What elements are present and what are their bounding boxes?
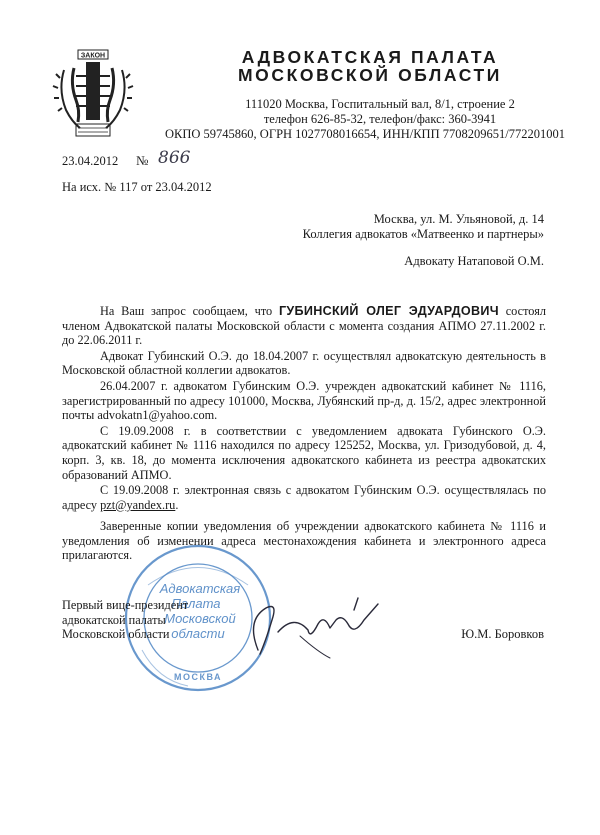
- org-name-line2: МОСКОВСКОЙ ОБЛАСТИ: [238, 65, 502, 85]
- letter-number-handwritten: 866: [158, 148, 191, 168]
- body-paragraph-4: С 19.09.2008 г. в соответствии с уведомлением адвоката Губинского О.Э. адвокатский кабинет № 1116 находился по адресу 125252, Москва, ул. Гризодубовой, д. 4, корп. 3, кв. 18, до момента исключения адвокатского кабинета из реестра адвокатских образований АПМО.: [62, 423, 546, 482]
- org-name-line1: АДВОКАТСКАЯ ПАЛАТА: [241, 47, 499, 67]
- recipient-collegium: Коллегия адвокатов «Матвеенко и партнеры»: [302, 227, 544, 241]
- letter-number-label: №: [136, 153, 149, 168]
- emblem-logo: [50, 48, 136, 140]
- svg-text:Адвокатская: Адвокатская: [159, 581, 241, 596]
- subject-name: ГУБИНСКИЙ ОЛЕГ ЭДУАРДОВИЧ: [278, 304, 499, 318]
- svg-text:Палата: Палата: [171, 596, 221, 611]
- body-paragraph-1: На Ваш запрос сообщаем, что ГУБИНСКИЙ ОЛЕГ ЭДУАРДОВИЧ состоял членом Адвокатской палаты Московской области с момента создания АПМО 27.11.2002 г. до 22.06.2011 г.: [62, 304, 546, 348]
- handwritten-signature: [238, 580, 388, 660]
- svg-text:области: области: [171, 626, 225, 641]
- svg-text:ЗАКОН: ЗАКОН: [80, 52, 106, 60]
- svg-text:МОСКВА: МОСКВА: [173, 672, 223, 682]
- org-registry: ОКПО 59745860, ОГРН 1027708016654, ИНН/КПП 7708209651/772201001: [165, 127, 565, 141]
- signer-title: Первый вице-президент адвокатской палаты Московской области: [62, 598, 189, 642]
- recipient-address: Москва, ул. М. Ульяновой, д. 14: [373, 212, 544, 226]
- signee-name: Ю.М. Боровков: [461, 627, 544, 641]
- email-yahoo: advokatn1@yahoo.com: [97, 408, 215, 423]
- body-paragraph-2: Адвокат Губинский О.Э. до 18.04.2007 г. осуществлял адвокатскую деятельность в Московской областной коллегии адвокатов.: [62, 348, 546, 378]
- svg-text:Московской: Московской: [164, 611, 236, 626]
- org-phones: телефон 626-85-32, телефон/факс: 360-3941: [263, 112, 497, 126]
- body-paragraph-5: С 19.09.2008 г. электронная связь с адвокатом Губинским О.Э. осуществлялась по адресу pzt@yandex.ru.: [62, 483, 546, 512]
- recipient-addressee: Адвокату Натаповой О.М.: [404, 254, 544, 268]
- email-yandex-link[interactable]: pzt@yandex.ru: [100, 497, 176, 512]
- org-address: 111020 Москва, Госпитальный вал, 8/1, строение 2: [245, 97, 515, 111]
- reference-line: На исх. № 117 от 23.04.2012: [62, 180, 212, 194]
- attachment-note: Заверенные копии уведомления об учреждении адвокатского кабинета № 1116 и уведомления об изменении адреса местонахождения кабинета и электронного адреса прилагаются.: [62, 519, 546, 563]
- letter-date: 23.04.2012: [62, 154, 119, 168]
- letter-body: [62, 304, 546, 513]
- body-paragraph-3: 26.04.2007 г. адвокатом Губинским О.Э. учрежден адвокатский кабинет № 1116, зарегистрированный по адресу 101000, Москва, Лубянский пр-д, д. 15/2, адрес электронной почты advokatn1@yahoo.com.: [62, 378, 546, 423]
